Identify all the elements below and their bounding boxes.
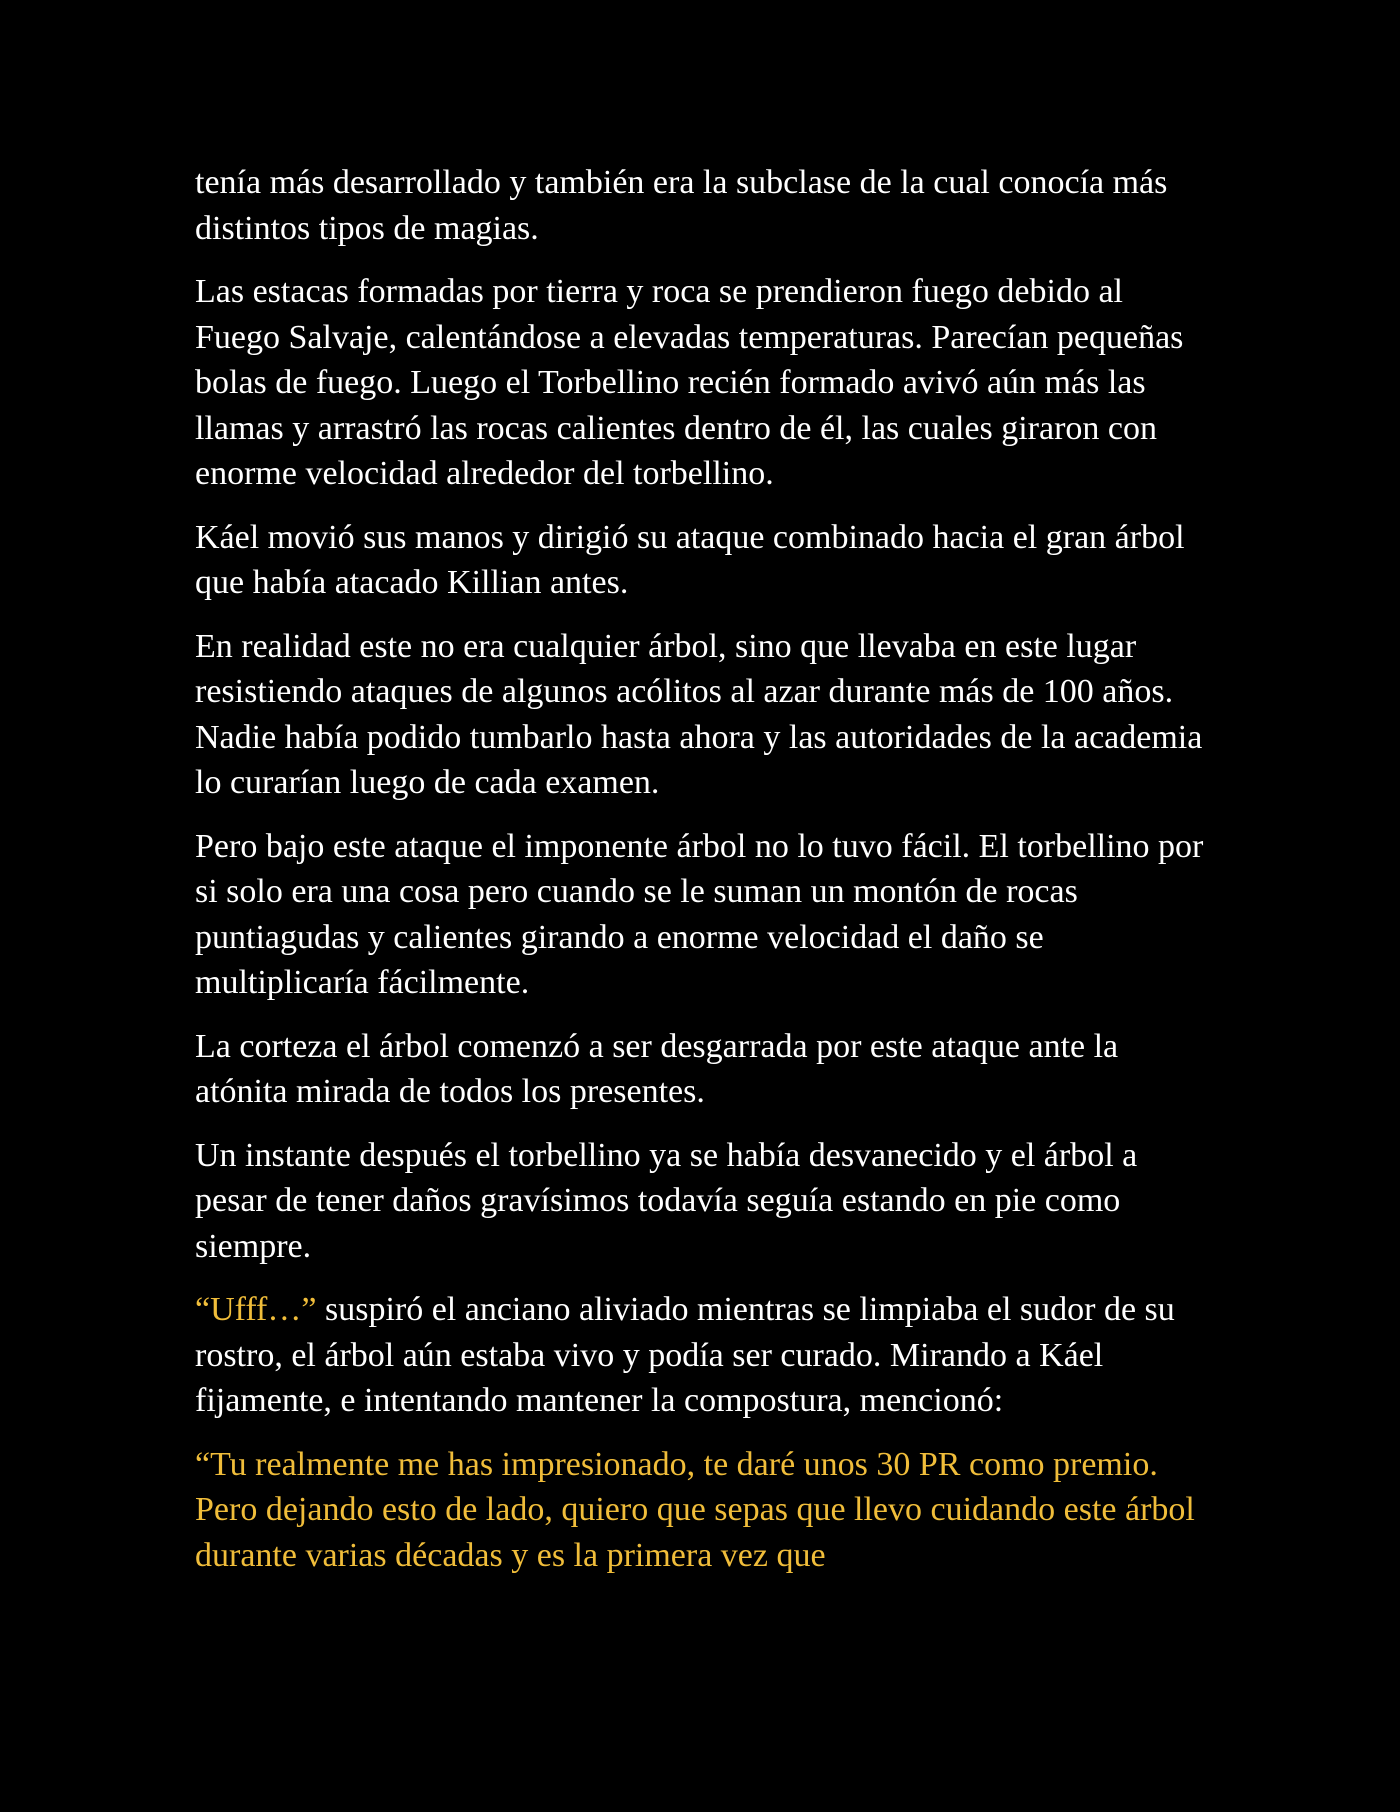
paragraph-4: En realidad este no era cualquier árbol, sino que llevaba en este lugar resistiendo ataques de algunos acólitos al azar durante más de 100 años. Nadie había podido tumbarlo hasta ahora y las autoridades de la academia lo curarían luego de cada examen. [195,627,1203,801]
paragraph-1: tenía más desarrollado y también era la subclase de la cual conocía más distintos tipos de magias. [195,164,1168,247]
paragraph-5: Pero bajo este ataque el imponente árbol no lo tuvo fácil. El torbellino por si solo era una cosa pero cuando se le suman un montón de rocas puntiagudas y calientes girando a enorme velocidad el daño se multiplicaría fácilmente. [195,827,1204,1001]
paragraph-2: Las estacas formadas por tierra y roca se prendieron fuego debido al Fuego Salvaje, calentándose a elevadas temperaturas. Parecían pequeñas bolas de fuego. Luego el Torbellino recién formado avivó aún más las llamas y arrastró las rocas calientes dentro de él, las cuales giraron con enorme velocidad alrededor del torbellino. [195,273,1184,492]
paragraph-7: Un instante después el torbellino ya se había desvanecido y el árbol a pesar de tener daños gravísimos todavía seguía estando en pie como siempre. [195,1136,1138,1265]
paragraph-6: La corteza el árbol comenzó a ser desgarrada por este ataque ante la atónita mirada de todos los presentes. [195,1027,1119,1110]
page-body [195,160,1215,1596]
paragraph-3: Káel movió sus manos y dirigió su ataque combinado hacia el gran árbol que había atacado Killian antes. [195,518,1185,601]
paragraph-9-dialogue: “Tu realmente me has impresionado, te daré unos 30 PR como premio. Pero dejando esto de lado, quiero que sepas que llevo cuidando este árbol durante varias décadas y es la primera vez que [195,1445,1195,1574]
paragraph-8 [195,1287,1215,1424]
narration-text: suspiró el anciano aliviado mientras se limpiaba el sudor de su rostro, el árbol aún estaba vivo y podía ser curado. Mirando a Káel fijamente, e intentando mantener la compostura, mencionó: [195,1291,1175,1419]
dialogue-quote: “Ufff…” [195,1291,317,1328]
